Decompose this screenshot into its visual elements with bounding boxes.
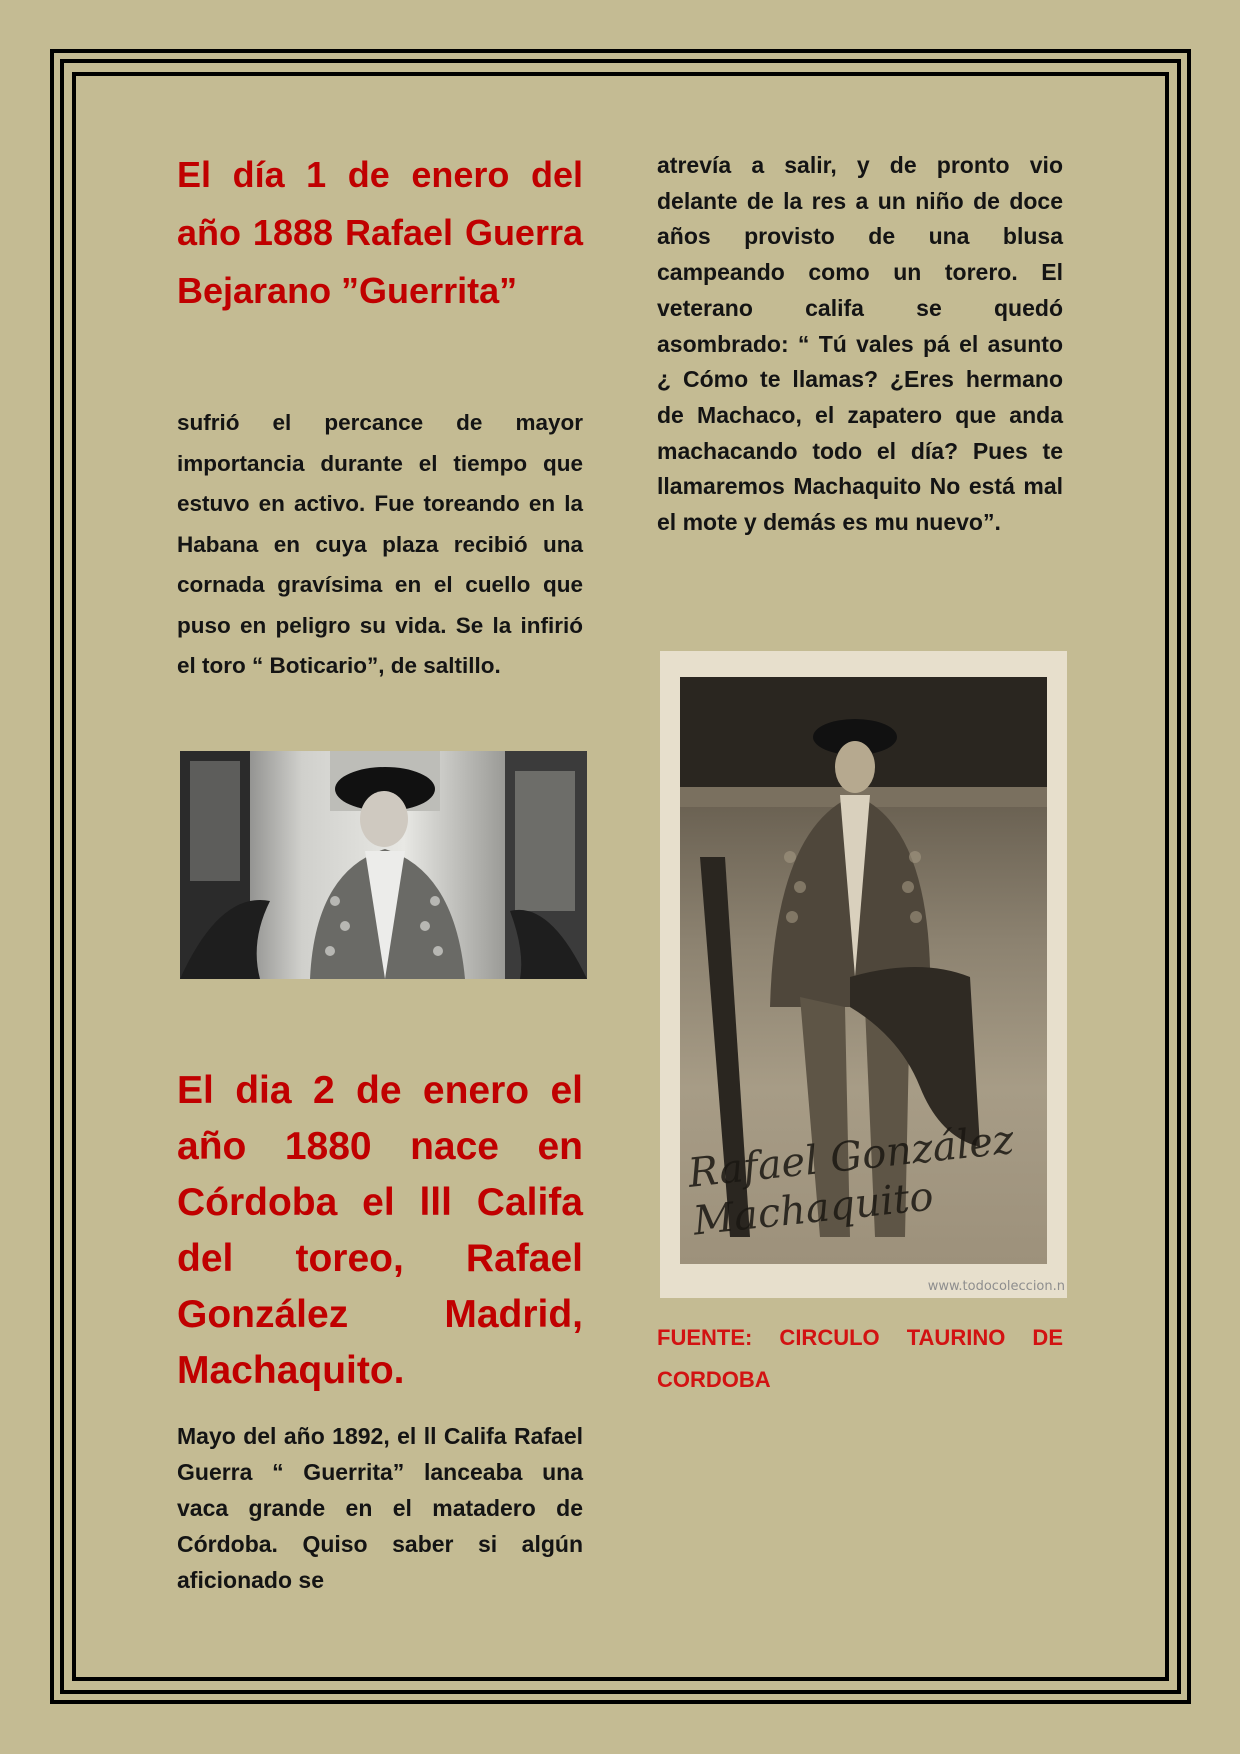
heading-guerrita-percance: El día 1 de enero del año 1888 Rafael Guerra Bejarano ”Guerrita” — [177, 154, 583, 311]
photo-machaquito-postcard — [660, 651, 1067, 1298]
paragraph-guerrita-percance: sufrió el percance de mayor importancia durante el tiempo que estuvo en activo. Fue toreando en la Habana en cuya plaza recibió una cornada gravísima en el cuello que puso en peligro su vida. Se la infirió el toro “ Boticario”, de saltillo. — [177, 410, 583, 678]
photo-guerrita-portrait — [180, 751, 587, 979]
photo-watermark: www.todocoleccion.n — [927, 1279, 1065, 1294]
paragraph-machaquito-story: atrevía a salir, y de pronto vio delante de la res a un niño de doce años provisto de una blusa campeando como un torero. El veterano califa se quedó asombrado: “ Tú vales pá el asunto ¿ Cómo te llamas? ¿Eres hermano de Machaco, el zapatero que anda machacando todo el día? Pues te llamaremos Machaquito No está mal el mote y demás es mu nuevo”. — [657, 152, 1063, 536]
photo-signature: Rafael González Machaquito — [686, 1116, 1017, 1245]
paragraph-guerrita-vaca: Mayo del año 1892, el ll Califa Rafael Guerra “ Guerrita” lanceaba una vaca grande en el matadero de Córdoba. Quiso saber si algún aficionado se — [177, 1423, 583, 1593]
heading-machaquito-birth: El dia 2 de enero el año 1880 nace en Córdoba el lll Califa del toreo, Rafael González Madrid, Machaquito. — [177, 1069, 583, 1392]
source-credit: FUENTE: CIRCULO TAURINO DE CORDOBA — [657, 1325, 1063, 1392]
